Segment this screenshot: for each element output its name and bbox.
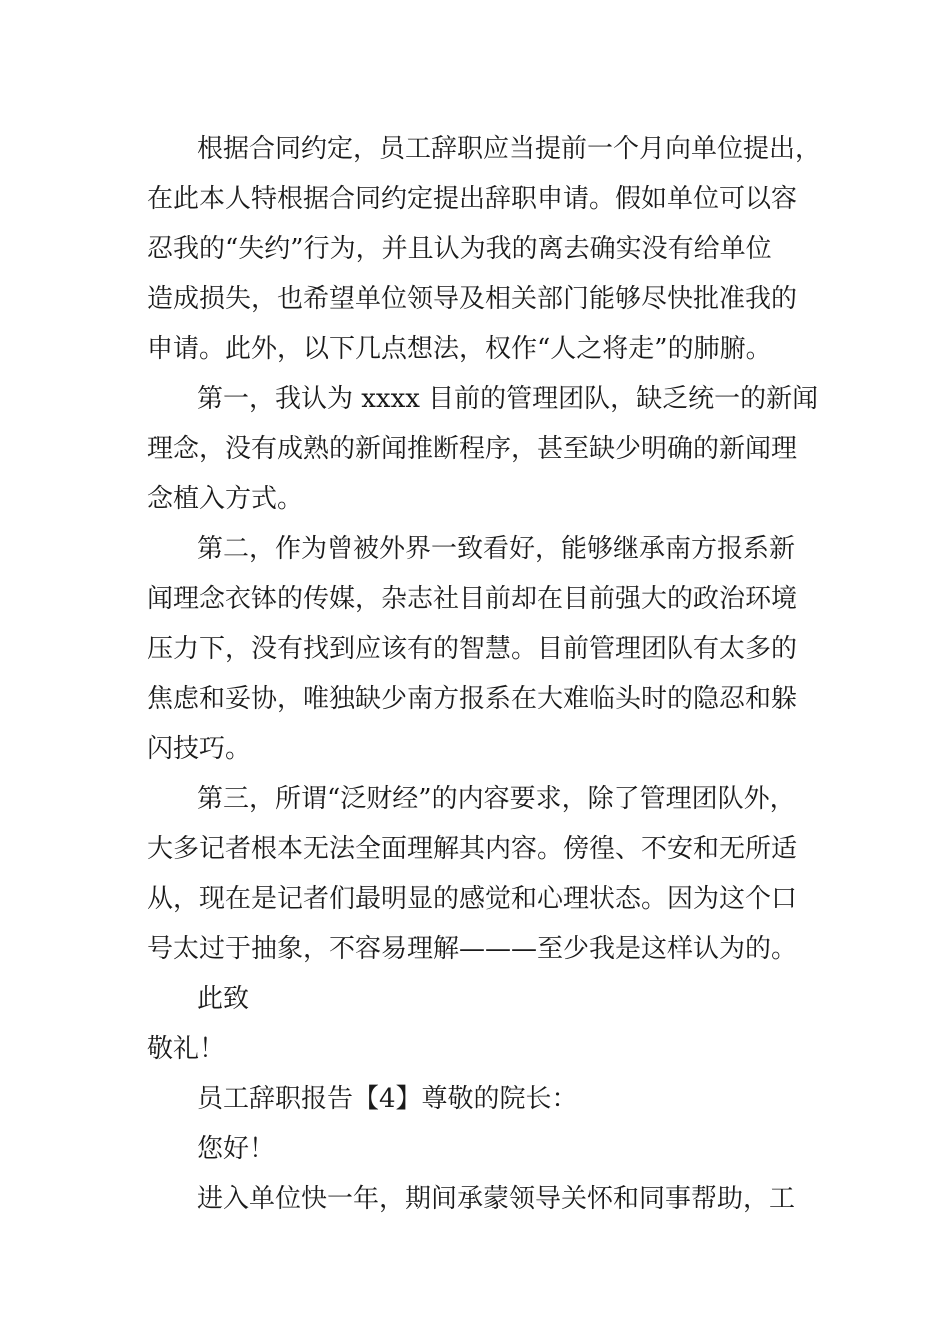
paragraph-1-line-5: 申请。此外，以下几点想法，权作“人之将走”的肺腑。	[147, 334, 772, 364]
paragraph-2-line-2: 理念，没有成熟的新闻推断程序，甚至缺少明确的新闻理	[147, 434, 798, 464]
paragraph-3-line-2: 闻理念衣钵的传媒，杂志社目前却在目前强大的政治环境	[147, 584, 798, 614]
paragraph-4-line-2: 大多记者根本无法全面理解其内容。傍徨、不安和无所适	[147, 834, 798, 864]
next-letter-heading: 员工辞职报告【4】尊敬的院长：	[197, 1084, 578, 1114]
paragraph-3-line-1: 第二，作为曾被外界一致看好，能够继承南方报系新	[197, 534, 796, 564]
paragraph-3-line-3: 压力下，没有找到应该有的智慧。目前管理团队有太多的	[147, 634, 798, 664]
paragraph-4-line-4: 号太过于抽象，不容易理解———至少我是这样认为的。	[147, 934, 798, 964]
closing-text: 此致	[197, 984, 250, 1014]
paragraph-3-line-4: 焦虑和妥协，唯独缺少南方报系在大难临头时的隐忍和躲	[147, 684, 798, 714]
paragraph-1-line-4: 造成损失，也希望单位领导及相关部门能够尽快批准我的	[147, 284, 798, 314]
paragraph-4-line-1: 第三，所谓“泛财经”的内容要求，除了管理团队外，	[197, 784, 796, 814]
next-paragraph-line-1: 进入单位快一年，期间承蒙领导关怀和同事帮助，工	[197, 1184, 796, 1214]
paragraph-4-line-3: 从，现在是记者们最明显的感觉和心理状态。因为这个口	[147, 884, 798, 914]
paragraph-2-line-1: 第一，我认为 xxxx 目前的管理团队，缺乏统一的新闻	[197, 384, 819, 414]
paragraph-2-line-3: 念植入方式。	[147, 484, 304, 514]
paragraph-1-line-1: 根据合同约定，员工辞职应当提前一个月向单位提出，	[197, 134, 822, 164]
paragraph-1-line-2: 在此本人特根据合同约定提出辞职申请。假如单位可以容	[147, 184, 798, 214]
salute-text: 敬礼！	[147, 1034, 226, 1064]
paragraph-3-line-5: 闪技巧。	[147, 734, 252, 764]
greeting-text: 您好！	[197, 1134, 276, 1164]
paragraph-1-line-3: 忍我的“失约”行为，并且认为我的离去确实没有给单位	[147, 234, 772, 264]
